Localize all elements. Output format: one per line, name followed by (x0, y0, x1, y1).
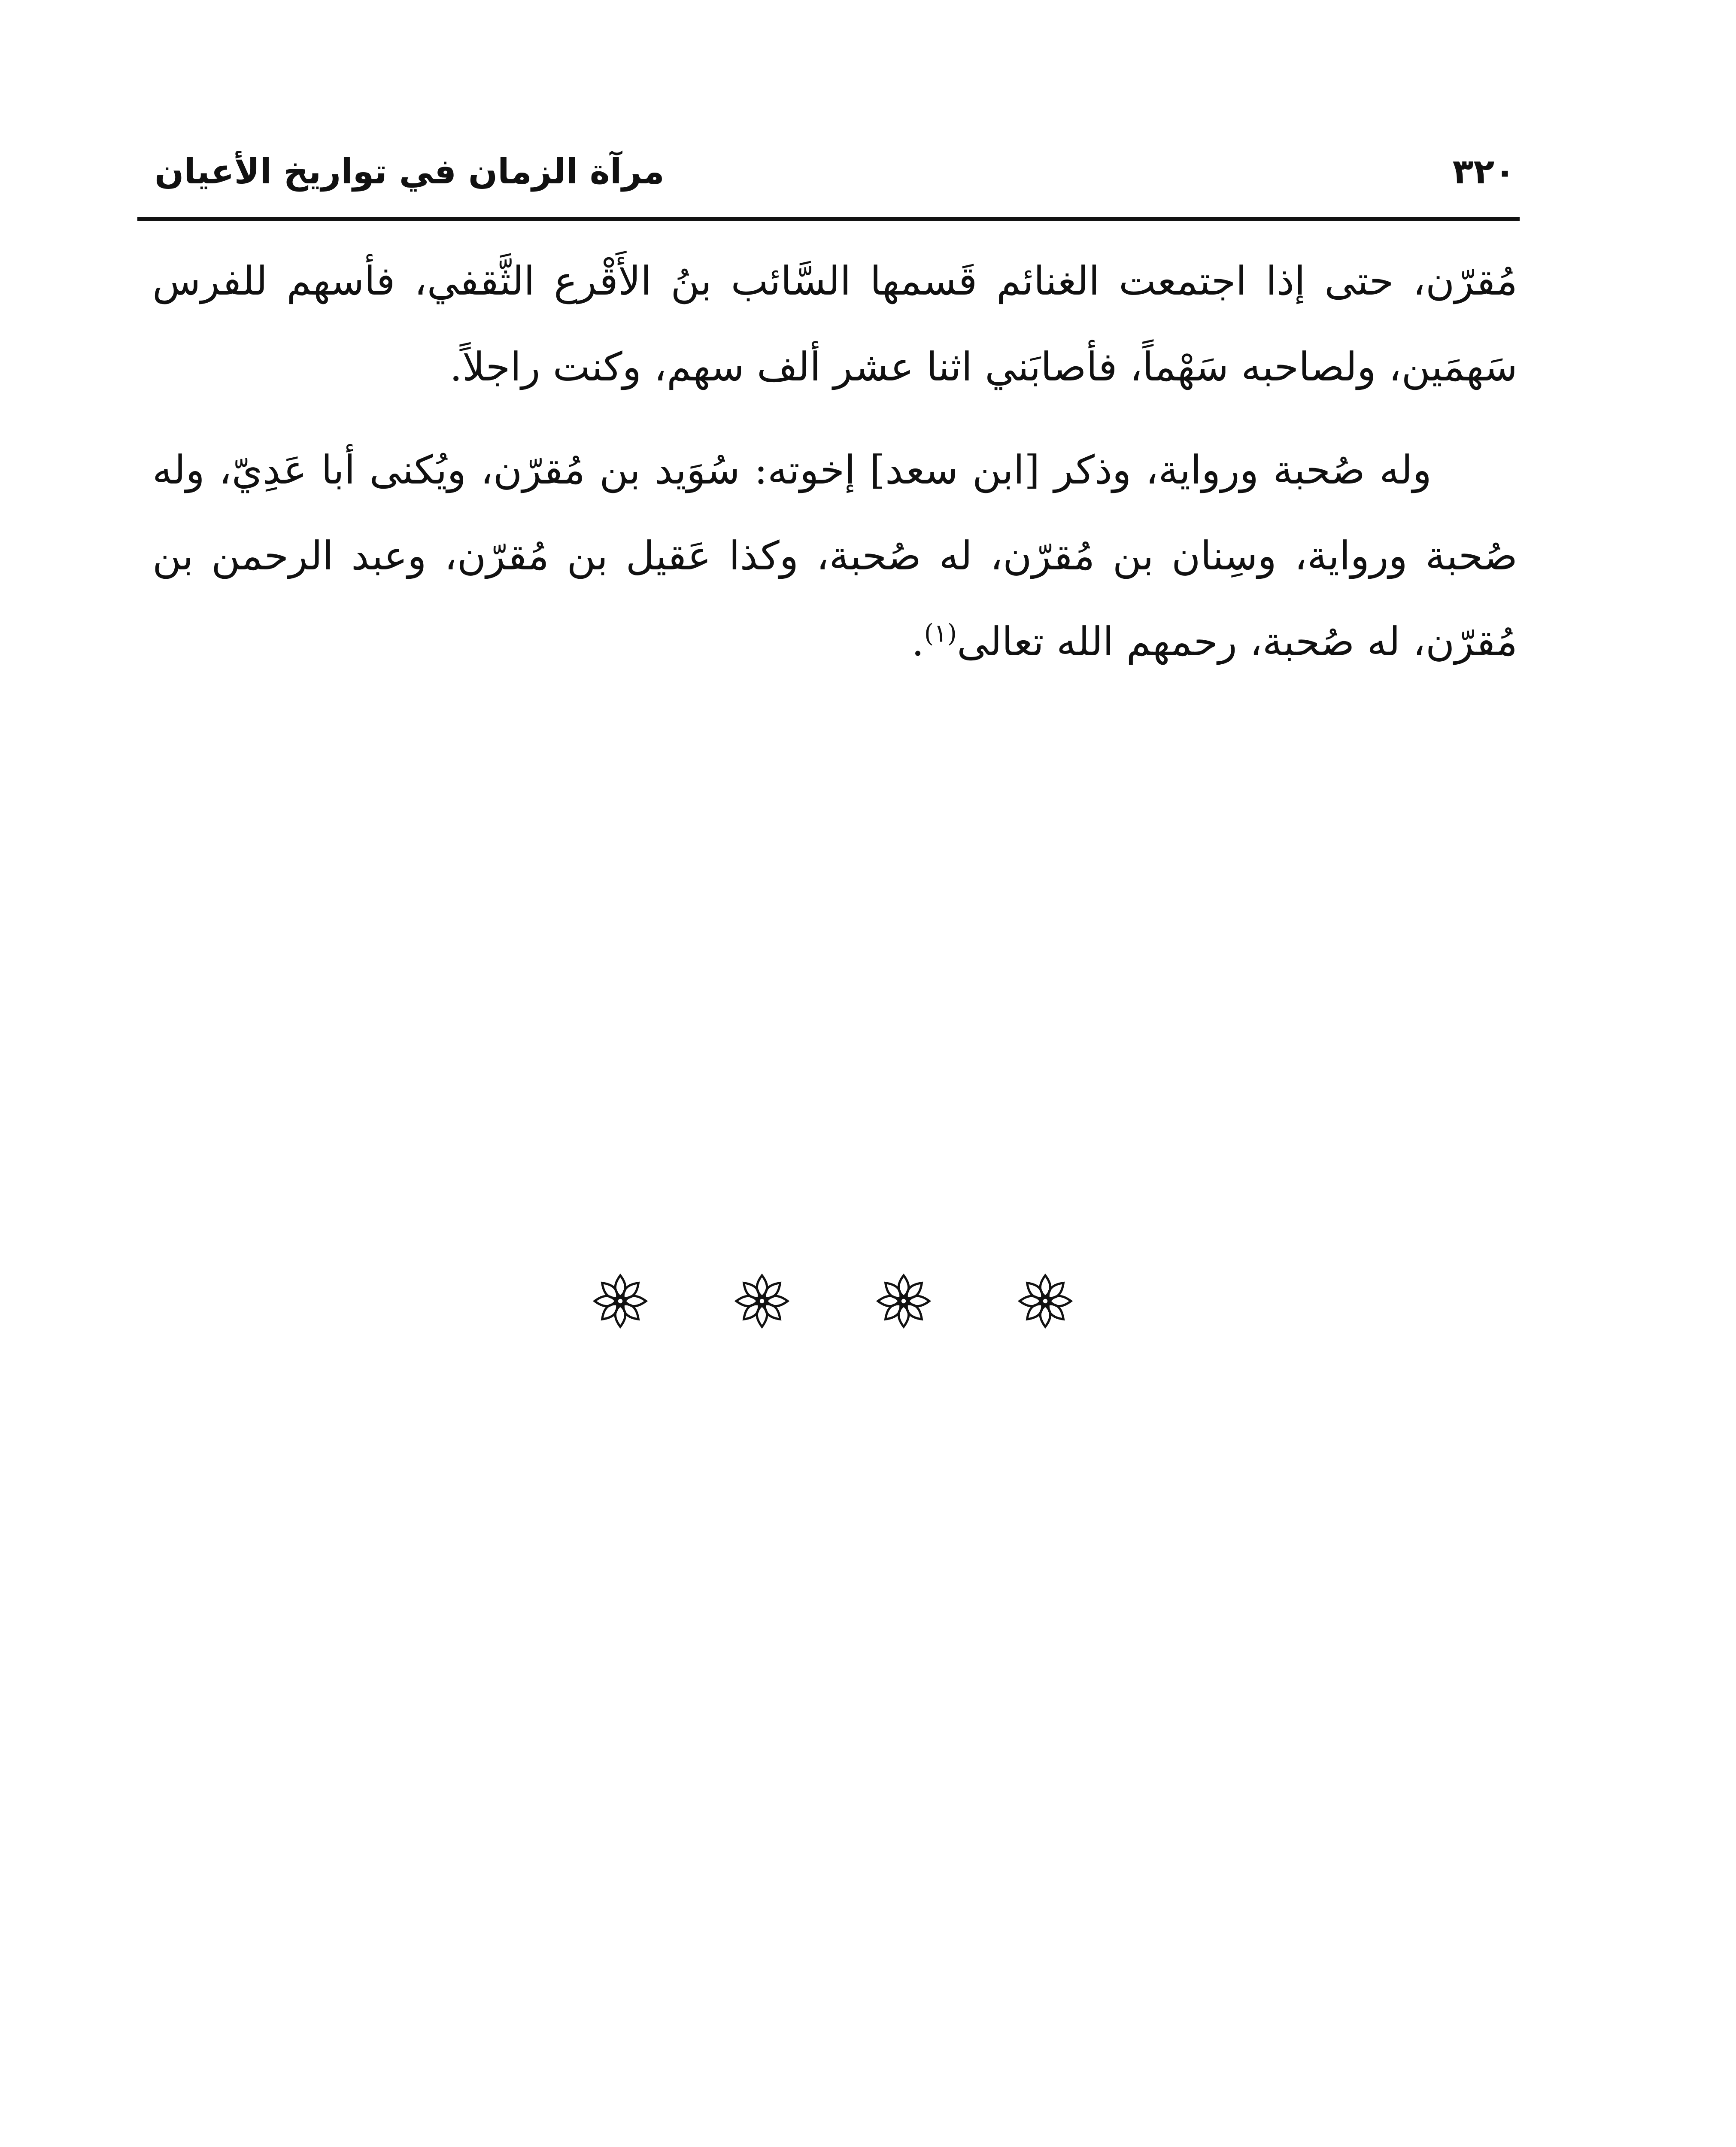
paragraph-1: مُقرّن، حتى إذا اجتمعت الغنائم قَسمها السَّائب بنُ الأَقْرع الثَّقفي، فأسهم للفرس سَهمَين، ولصاحبه سَهْماً، فأصابَني اثنا عشر ألف سهم، وكنت راجلاً. (152, 258, 1517, 390)
running-title: مرآة الزمان في تواريخ الأعيان (155, 152, 665, 192)
page-header (155, 125, 1515, 198)
flower-ornament-icon (592, 1273, 648, 1329)
flower-ornament-icon (876, 1273, 932, 1329)
flower-ornament-icon (1017, 1273, 1073, 1329)
footnote-reference: (١) (924, 618, 957, 648)
paragraph-2-period: . (911, 619, 924, 665)
flower-ornament-icon (734, 1273, 790, 1329)
paragraph-2-text: وله صُحبة ورواية، وذكر [ابن سعد] إخوته: سُوَيد بن مُقرّن، ويُكنى أبا عَدِيّ، وله صُحبة ورواية، وسِنان بن مُقرّن، له صُحبة، وكذا عَقيل بن مُقرّن، وعبد الرحمن بن مُقرّن، له صُحبة، رحمهم الله تعالى (152, 447, 1517, 665)
main-text (152, 238, 1517, 685)
header-divider (137, 217, 1520, 221)
section-divider-ornaments (592, 1267, 1073, 1335)
paragraph-2 (152, 427, 1517, 685)
page-number: ٣٢٠ (1452, 152, 1515, 192)
